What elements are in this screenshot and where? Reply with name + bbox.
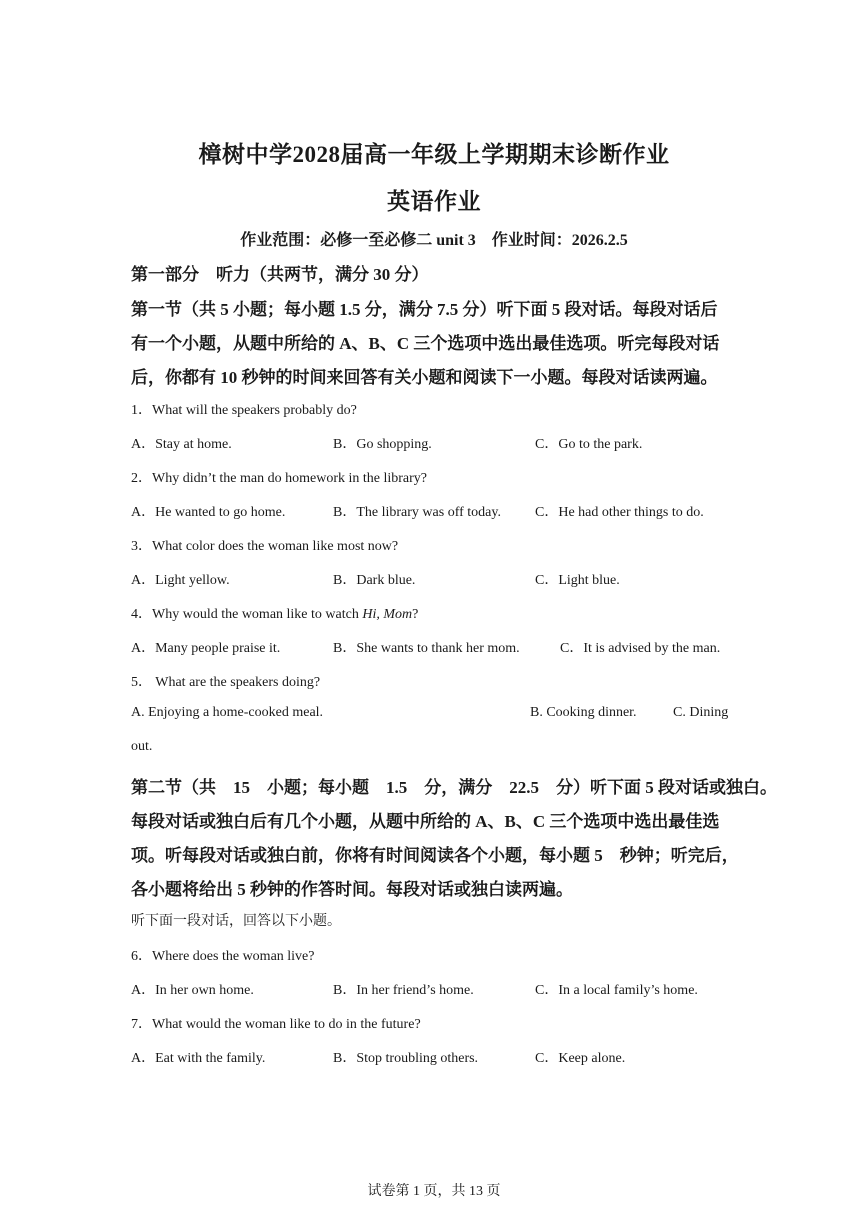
option-b: B. Cooking dinner. <box>530 705 637 720</box>
exam-subtitle: 英语作业 <box>387 189 481 214</box>
option-a: A．He wanted to go home. <box>131 505 286 520</box>
question-text: 7．What would the woman like to do in the future? <box>131 1017 421 1032</box>
movie-title: Hi, Mom <box>362 607 413 622</box>
section1-instruction-line: 后，你都有 10 秒钟的时间来回答有关小题和阅读下一小题。每段对话读两遍。 <box>131 368 718 387</box>
option-b: B．Stop troubling others. <box>333 1051 479 1066</box>
question-text: 3．What color does the woman like most now? <box>131 539 399 554</box>
option-c: C．Light blue. <box>535 573 620 588</box>
question-text: 5． What are the speakers doing? <box>131 675 321 690</box>
option-c: C．He had other things to do. <box>535 505 704 520</box>
option-b: B．She wants to thank her mom. <box>333 641 520 656</box>
option-b: B．The library was off today. <box>333 505 501 520</box>
question-prefix: 4．Why would the woman like to watch <box>131 607 363 622</box>
option-c: C. Dining <box>673 705 729 720</box>
section1-instruction-line: 有一个小题，从题中所给的 A、B、C 三个选项中选出最佳选项。听完每段对话 <box>131 334 720 353</box>
option-b: B．Go shopping. <box>333 437 432 452</box>
question-text: 1．What will the speakers probably do? <box>131 403 357 418</box>
question-text: 2．Why didn’t the man do homework in the library? <box>131 471 428 486</box>
option-c: C．Go to the park. <box>535 437 643 452</box>
option-c: C．It is advised by the man. <box>560 641 721 656</box>
option-a: A．In her own home. <box>131 983 254 998</box>
section2-instruction-line: 第二节（共 15 小题；每小题 1.5 分，满分 22.5 分）听下面 5 段对话或独白。 <box>131 778 777 797</box>
question-suffix: ? <box>412 607 419 622</box>
listening-instruction: 听下面一段对话，回答以下小题。 <box>131 914 341 929</box>
question-text <box>131 603 418 623</box>
question-text: 6．Where does the woman live? <box>131 949 315 964</box>
page-footer: 试卷第 1 页，共 13 页 <box>367 1184 501 1199</box>
option-b: B．In her friend’s home. <box>333 983 474 998</box>
exam-meta: 作业范围：必修一至必修二 unit 3 作业时间：2026.2.5 <box>240 232 628 249</box>
option-a: A．Eat with the family. <box>131 1051 266 1066</box>
option-a: A. Enjoying a home-cooked meal. <box>131 705 324 720</box>
option-c-continued: out. <box>131 739 153 754</box>
option-a: A．Many people praise it. <box>131 641 281 656</box>
part1-heading: 第一部分 听力（共两节，满分 30 分） <box>131 265 429 284</box>
section2-instruction-line: 项。听每段对话或独白前，你将有时间阅读各个小题，每小题 5 秒钟；听完后， <box>131 846 739 865</box>
option-a: A．Light yellow. <box>131 573 230 588</box>
section2-instruction-line: 各小题将给出 5 秒钟的作答时间。每段对话或独白读两遍。 <box>131 880 573 899</box>
option-c: C．In a local family’s home. <box>535 983 698 998</box>
option-a: A．Stay at home. <box>131 437 232 452</box>
section2-instruction-line: 每段对话或独白后有几个小题，从题中所给的 A、B、C 三个选项中选出最佳选 <box>131 812 720 831</box>
option-b: B．Dark blue. <box>333 573 416 588</box>
exam-title: 樟树中学2028届高一年级上学期期末诊断作业 <box>198 142 670 167</box>
option-c: C．Keep alone. <box>535 1051 626 1066</box>
section1-instruction-line: 第一节（共 5 小题；每小题 1.5 分，满分 7.5 分）听下面 5 段对话。每段对话后 <box>131 300 718 319</box>
